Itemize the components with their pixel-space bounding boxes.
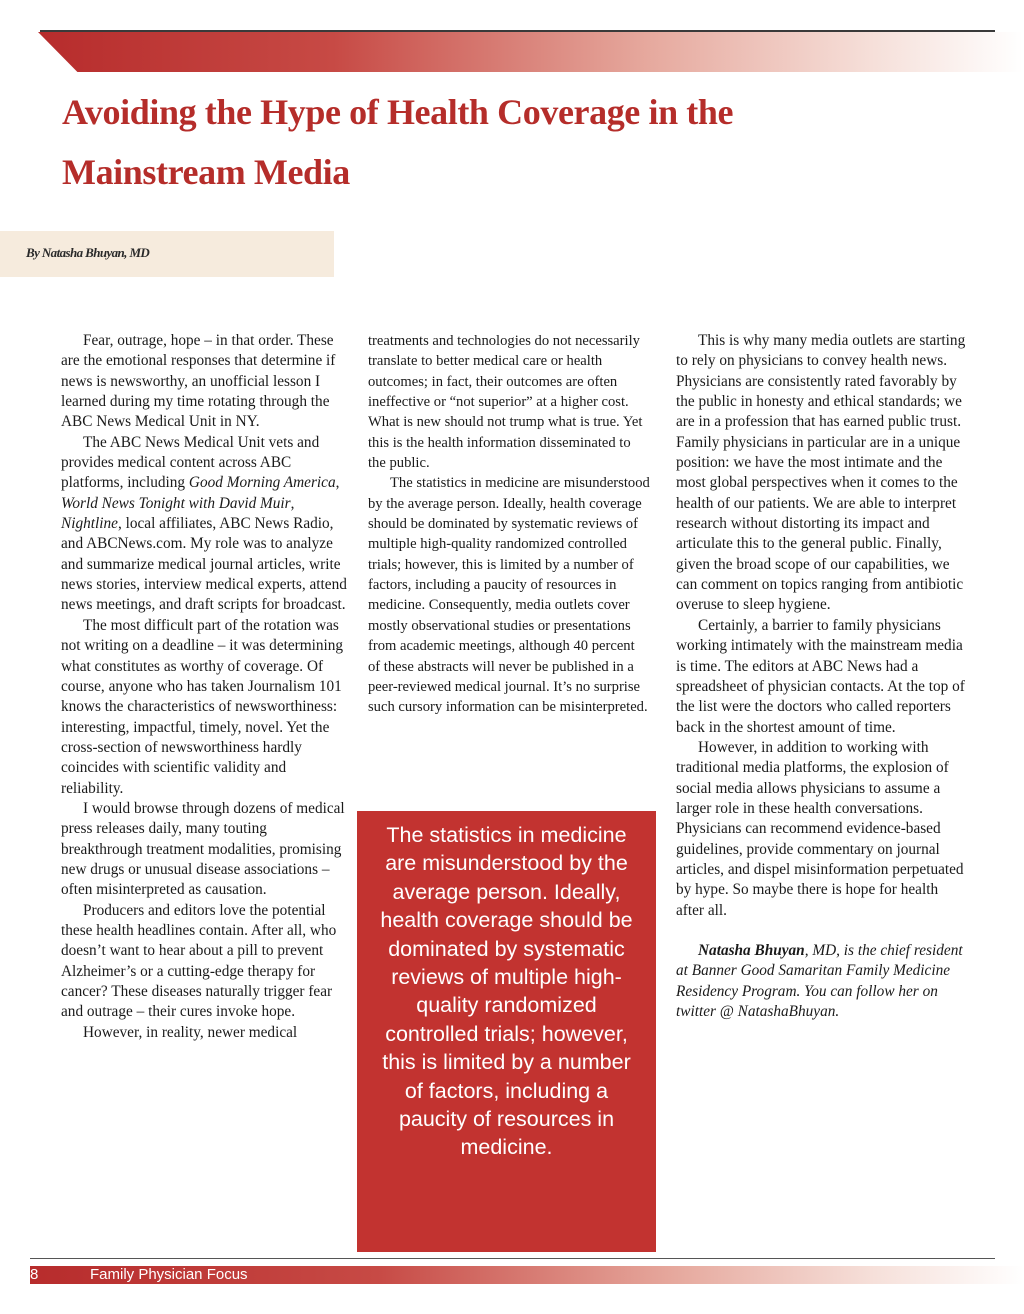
text-span: The ABC News Medical Unit vets and provides medical content across ABC platforms, including	[61, 433, 320, 492]
author-name: Natasha Bhuyan	[698, 941, 805, 959]
paragraph: This is why many media outlets are starting to rely on physicians to convey health news. Physicians are consistently rated favorably by the public in honesty and ethical standards; we are in a profession that has earned public trust. Family physicians in particular are in a unique position: we have the most intimate and the most global perspectives when it comes to the health of our patients. We are able to interpret research without distorting its impact and articulate this to the general public. Finally, given the broad scope of our capabilities, we can comment on topics ranging from antibiotic overuse to sleep hygiene.	[676, 332, 966, 614]
column-3	[676, 331, 968, 1022]
paragraph: Fear, outrage, hope – in that order. These are the emotional responses that determine if news is newsworthy, an unofficial lesson I learned during my time rotating through the ABC News Medical Unit in NY.	[61, 332, 336, 431]
article-title: Avoiding the Hype of Health Coverage in the Mainstream Media	[62, 92, 734, 192]
paragraph: However, in reality, newer medical	[83, 1023, 298, 1041]
show-title: World News Tonight with David Muir	[61, 494, 291, 512]
text-span: , local affiliates, ABC News Radio, and ABCNews.com. My role was to analyze and summarize medical journal articles, write news stories, interview medical experts, attend news meetings, and draft scripts for broadcast.	[61, 515, 347, 614]
paragraph: The most difficult part of the rotation was not writing on a deadline – it was determining what constitutes as worthy of coverage. Of course, anyone who has taken Journalism 101 knows the characteristics of newsworthiness: interesting, impactful, timely, novel. Yet the cross-section of newsworthiness hardly coincides with scientific validity and reliability.	[61, 616, 344, 797]
author-bio-text: , MD, is the chief resident at Banner Good Samaritan Family Medicine Residency Program. You can follow her on twitter @ NatashaBhuyan.	[676, 941, 963, 1020]
publication-name: Family Physician Focus	[90, 1266, 248, 1283]
footer-rule	[30, 1258, 995, 1259]
text-span: ,	[290, 494, 295, 512]
paragraph: The statistics in medicine are misunderstood by the average person. Ideally, health coverage should be dominated by systematic reviews of multiple high-quality randomized controlled trials; however, this is limited by a number of factors, including a paucity of resources in medicine. Consequently, media outlets cover mostly observational studies or presentations from academic meetings, although 40 percent of these abstracts will never be published in a peer-reviewed medical journal. It’s no surprise such cursory information can be misinterpreted.	[368, 475, 650, 716]
paragraph: Certainly, a barrier to family physicians working intimately with the mainstream media is time. The editors at ABC News had a spreadsheet of physician contacts. At the top of the list were the doctors who called reporters back in the shortest amount of time.	[676, 616, 965, 736]
header-color-band	[38, 32, 1023, 72]
show-title: Good Morning America	[188, 474, 336, 492]
byline: By Natasha Bhuyan, MD	[26, 245, 150, 260]
author-bio	[676, 941, 968, 1022]
paragraph: treatments and technologies do not necessarily translate to better medical care or health outcomes; in fact, their outcomes are often ineffective or “not superior” at a higher cost. What is new should not trump what is true. Yet this is the health information disseminated to the public.	[368, 333, 643, 472]
paragraph: Producers and editors love the potential these health headlines contain. After all, who doesn’t want to hear about a pill to prevent Alzheimer’s or a cutting-edge therapy for cancer? These diseases naturally trigger fear and outrage – their cures invoke hope.	[61, 901, 337, 1021]
column-2	[368, 331, 650, 718]
pull-quote	[357, 811, 656, 1252]
paragraph: I would browse through dozens of medical press releases daily, many touting breakthrough treatment modalities, promising new drugs or unusual disease associations – often misinterpreted as causation.	[61, 799, 345, 899]
pull-quote-text: The statistics in medicine are misunderstood by the average person. Ideally, health coverage should be dominated by systematic reviews of multiple high-quality randomized controlled trials; however, this is limited by a number of factors, including a paucity of resources in medicine.	[380, 823, 633, 1160]
column-1	[61, 331, 347, 1043]
byline-box	[0, 231, 334, 277]
header-rule	[40, 30, 995, 32]
text-span: ,	[335, 474, 340, 492]
show-title: Nightline	[61, 515, 118, 533]
paragraph	[61, 433, 347, 616]
page-number: 8	[30, 1266, 39, 1283]
paragraph: However, in addition to working with traditional media platforms, the explosion of social media allows physicians to assume a larger role in these health conversations. Physicians can recommend evidence-based guidelines, provide commentary on journal articles, and dispel misinformation perpetuated by hype. So maybe there is hope for health after all.	[676, 738, 964, 919]
